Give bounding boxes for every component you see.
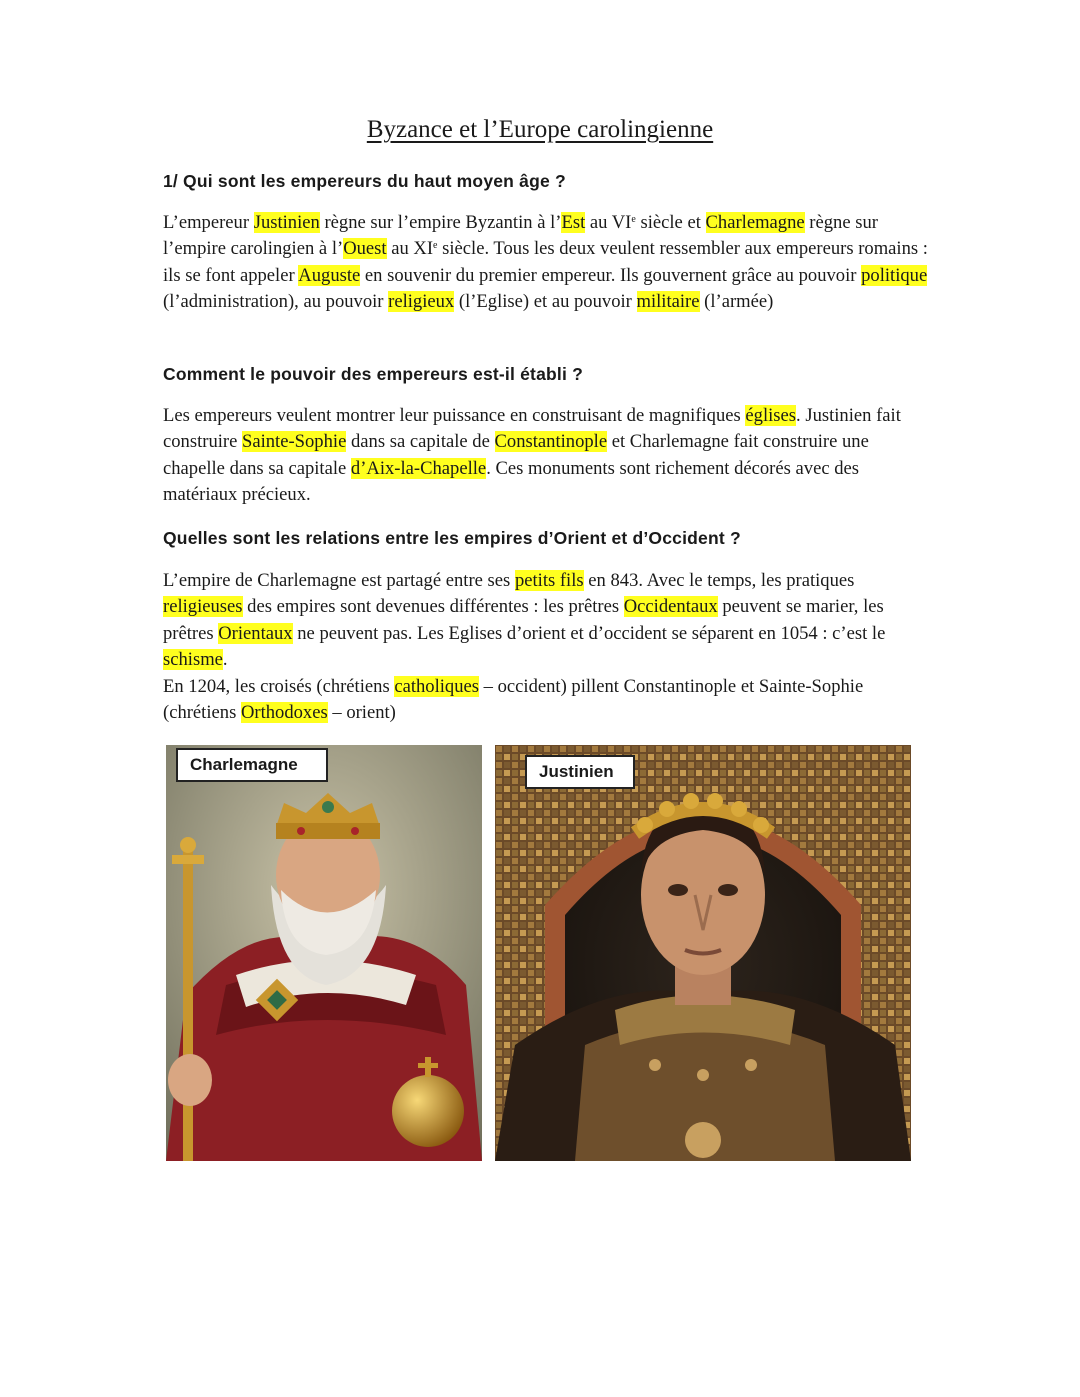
highlight-term: catholiques bbox=[394, 675, 480, 697]
highlight-term: religieux bbox=[388, 291, 455, 313]
highlight-term: Charlemagne bbox=[705, 212, 805, 233]
section-3-paragraph: L’empire de Charlemagne est partagé entre ses petits fils en 843. Avec le temps, les pratiques religieuses des empires sont devenues différentes : les prêtres Occidentaux peuvent se marier, les prêtres Orientaux ne peuvent pas. Les Eglises d’orient et d’occident se séparent en 1054 : c’est le schisme. En 1204, les croisés (chrétiens catholiques – occident) pillent Constantinople et Sainte-Sophie (chrétiens Orthodoxes – orient) bbox=[163, 570, 886, 724]
highlight-term: églises bbox=[745, 405, 797, 426]
section-2-heading: Comment le pouvoir des empereurs est-il établi ? bbox=[163, 364, 583, 384]
highlight-term: politique bbox=[861, 264, 928, 286]
highlight-term: Occidentaux bbox=[623, 596, 718, 618]
highlight-term: Justinien bbox=[253, 212, 320, 233]
highlight-term: religieuses bbox=[163, 596, 243, 618]
highlight-term: Orientaux bbox=[218, 622, 293, 644]
highlight-term: petits fils bbox=[514, 570, 584, 591]
highlight-term: Constantinople bbox=[494, 431, 608, 453]
highlight-term: Est bbox=[561, 212, 586, 233]
section-2-paragraph: Les empereurs veulent montrer leur puissance en construisant de magnifiques églises. Justinien fait construire Sainte-Sophie dans sa capitale de Constantinople et Charlemagne fait construire une chapelle dans sa capitale d’Aix-la-Chapelle. Ces monuments sont richement décorés avec des matériaux précieux. bbox=[163, 405, 901, 506]
highlight-term: Ouest bbox=[343, 238, 387, 260]
charlemagne-portrait bbox=[166, 745, 482, 1161]
highlight-term: schisme bbox=[163, 649, 223, 671]
justinien-label: Justinien bbox=[525, 755, 635, 789]
justinien-portrait bbox=[495, 745, 911, 1161]
charlemagne-label: Charlemagne bbox=[176, 748, 328, 782]
section-1-heading: 1/ Qui sont les empereurs du haut moyen âge ? bbox=[163, 171, 566, 191]
highlight-term: Auguste bbox=[298, 264, 361, 286]
highlight-term: d’Aix-la-Chapelle bbox=[350, 457, 487, 479]
section-1-paragraph: L’empereur Justinien règne sur l’empire Byzantin à l’Est au VIe siècle et Charlemagne règne sur l’empire carolingien à l’Ouest au XIe siècle. Tous les deux veulent ressembler aux empereurs romains : ils se font appeler Auguste en souvenir du premier empereur. Ils gouvernent grâce au pouvoir politique (l’administration), au pouvoir religieux (l’Eglise) et au pouvoir militaire (l’armée) bbox=[163, 212, 928, 313]
section-3-heading: Quelles sont les relations entre les empires d’Orient et d’Occident ? bbox=[163, 528, 741, 548]
highlight-term: militaire bbox=[636, 291, 700, 313]
highlight-term: Sainte-Sophie bbox=[242, 431, 347, 453]
page-title: Byzance et l’Europe carolingienne bbox=[366, 116, 714, 143]
highlight-term: Orthodoxes bbox=[240, 702, 328, 724]
